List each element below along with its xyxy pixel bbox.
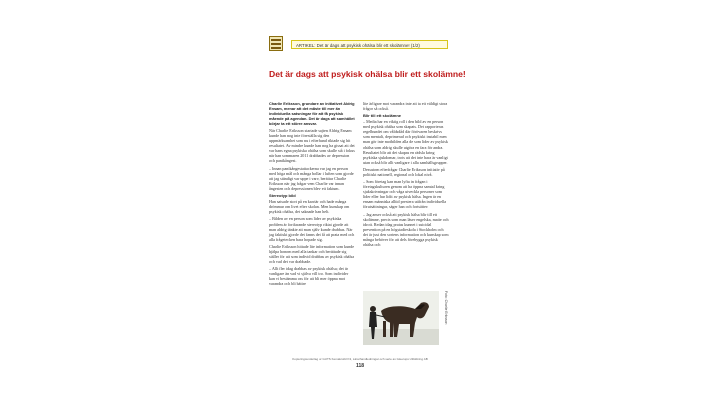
paragraph: Dessutom efterfrågar Charlie Eriksson initiativ på politiskt nationell, regional och lokal nivå. [363, 166, 445, 177]
paragraph: – Media har en viktig roll i den bild av en person med psykisk ohälsa som skapats. Det rapporteras regelbundet om våldsdåd där förövaren beskrivs som mentalt, deprimerad och psykiskt instabil men man gör inte motbilden alla de som lider av psykisk ohälsa som aldrig skulle utgöra en fara för andra. Resultatet blir att det skapas en rädsla kring psykiska sjukdomar, trots att det inte bara är vanligt utan också blir allt vanligare i alla samhällsgrupper. [363, 119, 448, 165]
article-title: Det är dags att psykisk ohälsa blir ett skolämne! [269, 69, 466, 79]
copyright-note: Kopieringsunderlag ur GUTS Kemakrobil K3, Lärarhandledningar och serie av Gleerups Utbildning AB [292, 357, 428, 361]
book-logo-icon [269, 36, 283, 51]
paragraph: – Bilden av en person som lider av psykiska problem är fortfarande stereotyp riktat gjorde att man aldrig tänkte att man själv kunde drabbas. När jag faktiskt gjorde det fanns det få att prata med och alla frågetecken bara hopade sig. [269, 216, 355, 242]
paragraph: lite ärligare mot varandra inte att ta ett väldigt stora frågor så också. [363, 101, 448, 112]
page-number: 118 [355, 363, 365, 369]
horse-illustration [363, 291, 439, 345]
horse-photo [363, 291, 439, 345]
paragraph: Charlie Eriksson hittade lite information som kunde hjälpa honom med alla tankar och berättade sig ställer för att som individ drabbas av psykisk ohälsa och vad det var drabbade. [269, 243, 355, 265]
paragraph: – Allt fler idag drabbas av psykisk ohälsa; det är vanligare än vad vi själva vill tro. Som individer kan vi bestämma oss för att bli mer öppna mot varandra och bli bättre [269, 266, 349, 287]
subheading: Blir till ett skolämne [363, 113, 402, 119]
paragraph: – Jag anser också att psykisk hälsa blir till ett skolämne, precis som man läser engelska, matte och idrott. Redan idag pratas kunnet i suicidal prevention på en högstadieskola i Stockholm och det är just den sortens information och kunskap som många behöver för att dels förebygga psykisk ohälsa och [363, 211, 449, 247]
article-lead: Charlie Eriksson, grundare av initiativet Aldrig Ensam, menar att det måste till mer än individuella satsningar för att få psykisk mående på agendan. Det är dags att samhället börjar ta ett större ansvar. [269, 101, 355, 126]
paragraph: Han satsade stort på en karriär och hade många drömmar om livet efter skolan. Men kunskap om psykisk ohälsa, det saknade han helt. [269, 199, 350, 215]
left-column [269, 101, 355, 289]
paragraph: – Som företag kan man lyfta in frågan i företagskulturen genom att ha öppna samtal kring sjukskrivningar och våga utveckla personer som lider eller har lidit av psykisk hälsa. Ingen är en ensam människa alltid prestera utifrån individuella förutsättningar, säger han och fortsätter: [363, 179, 447, 210]
article-header-label: ARTIKEL: Det är dags att psykisk ohälsa blir ett skolämne! (1/2) [291, 40, 448, 49]
photo-credit: Foto: Charlie Eriksson [444, 291, 448, 325]
paragraph: När Charlie Eriksson startade sajten Aldrig Ensam kunde han nog inte föreställa sig den uppmärksamhet som nu i efterhand riktade sig hit resultatet. Av mindre kunde han nog ha gissat att det var hans egna psykiska ohälsa som skulle stå i fokus när han sommaren 2011 drabbades av depression och panikångest. [269, 128, 355, 164]
subheading: Stereotyp bild [269, 193, 296, 199]
right-column [363, 101, 449, 249]
paragraph: – Innan panikångestattackerna var jag en person med höga mål och många bollar i luften som gjorde att jag ständigt var uppe i varv, berättar Charlie Eriksson när jag frågar vem Charlie var innan ångesten och depressionen blev ett faktum. [269, 165, 354, 191]
